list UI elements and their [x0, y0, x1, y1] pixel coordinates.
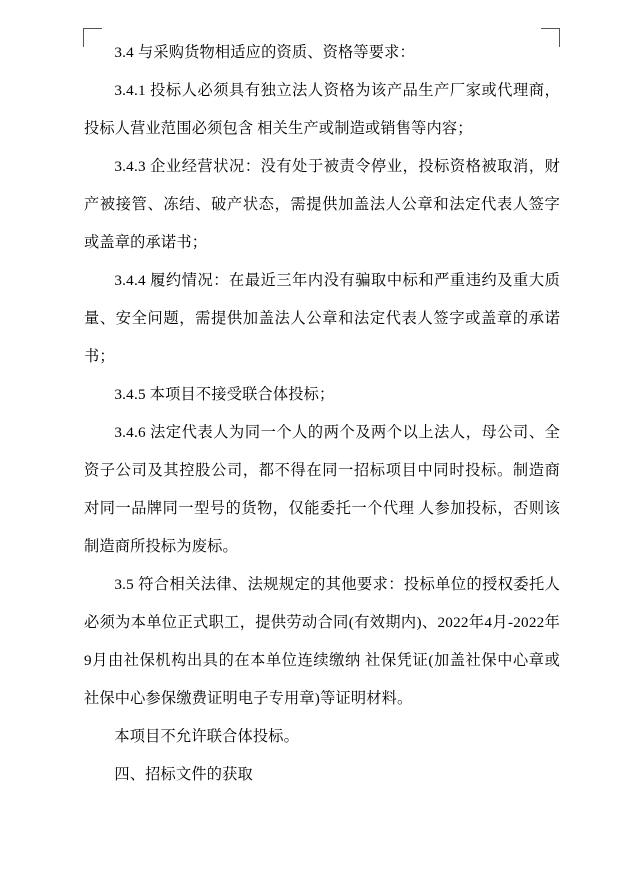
- paragraph-3-4-1: 3.4.1 投标人必须具有独立法人资格为该产品生产厂家或代理商，投标人营业范围必须包含 相关生产或制造或销售等内容；: [84, 82, 560, 137]
- paragraph-no-consortium: 本项目不允许联合体投标。: [114, 728, 300, 745]
- paragraph-3-4: 3.4 与采购货物相适应的资质、资格等要求：: [114, 44, 415, 61]
- paragraph-3-4-4: 3.4.4 履约情况：在最近三年内没有骗取中标和严重违约及重大质量、安全问题，需提供加盖法人公章和法定代表人签字或盖章的承诺书；: [84, 272, 560, 365]
- paragraph-3-4-6: 3.4.6 法定代表人为同一个人的两个及两个以上法人，母公司、全资子公司及其控股公司，都不得在同一招标项目中同时投标。制造商对同一品牌同一型号的货物，仅能委托一个代理 人参加投标，否则该制造商所投标为废标。: [84, 424, 560, 555]
- paragraph-3-5: 3.5 符合相关法律、法规规定的其他要求：投标单位的授权委托人必须为本单位正式职工，提供劳动合同(有效期内)、2022年4月-2022年9月由社保机构出具的在本单位连续缴纳 社保凭证(加盖社保中心章或社保中心参保缴费证明电子专用章)等证明材料。: [84, 576, 560, 707]
- section-heading-four: 四、招标文件的获取: [114, 766, 253, 783]
- paragraph-3-4-5: 3.4.5 本项目不接受联合体投标；: [114, 386, 335, 403]
- paragraph-3-4-3: 3.4.3 企业经营状况：没有处于被责令停业，投标资格被取消，财产被接管、冻结、破产状态，需提供加盖法人公章和法定代表人签字或盖章的承诺书；: [84, 158, 560, 251]
- document-body: [84, 34, 560, 794]
